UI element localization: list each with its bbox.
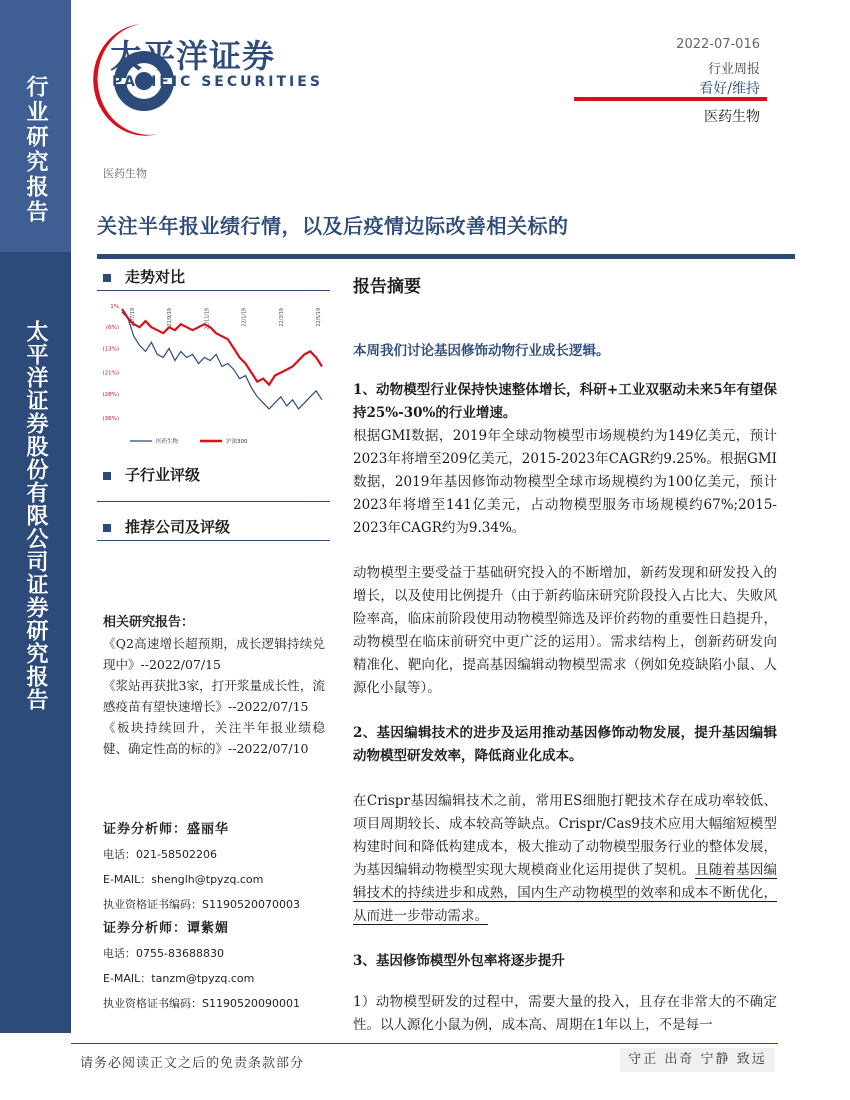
sidebar-top-text: 行业研究报告 <box>23 75 48 225</box>
related-report-link[interactable]: 《板块持续回升，关注半年报业绩稳健、确定性高的标的》--2022/07/10 <box>103 720 325 756</box>
related-report-link[interactable]: 《Q2高速增长超预期，成长逻辑持续兑现中》--2022/07/15 <box>103 636 325 672</box>
square-bullet-icon <box>103 524 111 532</box>
y-tick-label: 1% <box>110 304 119 310</box>
header-red-rule <box>574 97 767 101</box>
y-tick-label: (36%) <box>102 416 119 422</box>
summary-body <box>353 340 777 1037</box>
report-type: 行业周报 <box>707 62 760 77</box>
summary-title: 报告摘要 <box>353 277 421 297</box>
related-reports-heading: 相关研究报告： <box>103 615 195 630</box>
x-tick-label: 21/11/19 <box>205 308 211 330</box>
sub-rating-rule <box>97 501 330 502</box>
summary-lead: 本周我们讨论基因修饰动物行业成长逻辑。 <box>353 343 610 359</box>
analyst-card <box>103 818 328 921</box>
recommend-rule <box>97 540 330 541</box>
analyst-phone: 电话：0755-83688830 <box>103 947 224 960</box>
y-tick-label: (6%) <box>105 325 119 332</box>
paragraph-2: 动物模型主要受益于基础研究投入的不断增加，新药发现和研发投入的增长，以及使用比例提升（由于新药临床研究阶段投入占比大、失败风险率高，临床前阶段使用动物模型筛选及评价药物的重要性日趋提升，动物模型在临床前研究中更广泛的运用）。需求结构上，创新药研发向精准化、靶向化，提高基因编辑动物模型需求（例如免疫缺陷小鼠、人源化小鼠等）。 <box>353 565 777 696</box>
analyst-name: 证券分析师：盛丽华 <box>103 822 230 837</box>
analyst-name: 证券分析师：谭紫媚 <box>103 921 230 936</box>
logo-english-name: PACIFIC SECURITIES <box>112 74 323 90</box>
x-tick-label: 22/3/19 <box>279 308 285 327</box>
related-report-link[interactable]: 《浆站再获批3家，打开浆量成长性，流感疫苗有望快速增长》--2022/07/15 <box>103 678 325 714</box>
y-tick-label: (28%) <box>102 391 119 398</box>
analyst-phone: 电话：021-58502206 <box>103 848 217 861</box>
footer-rule <box>71 1043 778 1044</box>
x-tick-label: 21/7/19 <box>131 308 136 327</box>
trend-chart <box>100 300 330 450</box>
analyst-cert: 执业资格证书编码：S1190520070003 <box>103 898 300 911</box>
paragraph-1: 根据GMI数据，2019年全球动物模型市场规模约为149亿美元，预计2023年将增至209亿美元，2015-2023年CAGR约9.25%。根据GMI数据，2019年基因修饰动物模型全球市场规模约为100亿美元，预计2023年将增至141亿美元，占动物模型服务市场规模约67%;2015-2023年CAGR约为9.34%。 <box>353 428 777 536</box>
sector-label: 医药生物 <box>103 167 147 180</box>
y-tick-label: (21%) <box>102 370 119 377</box>
series-line <box>122 309 322 385</box>
sidebar-bottom-text: 太平洋证券股份有限公司证券研究报告 <box>23 320 48 711</box>
square-bullet-icon <box>103 472 111 480</box>
logo-chinese-name: 太平洋证券 <box>110 37 276 75</box>
paragraph-3 <box>353 790 777 928</box>
section-heading-3: 3、基因修饰模型外包率将逐步提升 <box>353 953 565 969</box>
related-reports <box>103 612 325 759</box>
x-tick-label: 22/1/19 <box>242 308 248 327</box>
paragraph-3-text: 在Crispr基因编辑技术之前，常用ES细胞打靶技术存在成功率较低、项目周期较长、成本较高等缺点。Crispr/Cas9技术应用大幅缩短模型构建时间和降低构建成本，极大推动了动物模型服务行业的整体发展，为基因编辑动物模型实现大规模商业化运用提供了契机。 <box>353 793 777 878</box>
analyst-email[interactable]: E-MAIL：tanzm@tpyzq.com <box>103 972 255 985</box>
trend-rule <box>97 290 330 291</box>
x-tick-label: 21/9/19 <box>168 308 174 327</box>
footer-disclaimer: 请务必阅读正文之后的免责条款部分 <box>80 1056 305 1071</box>
title-rule <box>97 254 795 259</box>
analyst-email[interactable]: E-MAIL：shenglh@tpyzq.com <box>103 873 264 886</box>
footer-motto: 守正 出奇 宁静 致远 <box>620 1048 775 1072</box>
analyst-card <box>103 917 328 1020</box>
x-tick-label: 22/5/19 <box>317 308 322 327</box>
section-heading-1: 1、动物模型行业保持快速整体增长，科研+工业双驱动未来5年有望保持25%-30%的行业增速。 <box>353 382 777 421</box>
sub-rating-heading: 子行业评级 <box>103 464 200 485</box>
paragraph-3-underlined: 且随着基因编辑技术的持续进步和成熟，国内生产动物模型的效率和成本不断优化，从而进一步带动需求。 <box>353 862 778 924</box>
legend-label: 医药生物 <box>156 439 179 445</box>
page-title: 关注半年报业绩行情，以及后疫情边际改善相关标的 <box>97 214 569 238</box>
square-bullet-icon <box>103 274 111 282</box>
recommend-heading: 推荐公司及评级 <box>103 516 230 537</box>
industry-rating: 看好/维持 <box>699 81 760 97</box>
report-date: 2022-07-016 <box>676 37 760 52</box>
paragraph-4: 1）动物模型研发的过程中，需要大量的投入，且存在非常大的不确定性。以人源化小鼠为例，成本高、周期在1年以上，不是每一 <box>353 994 777 1033</box>
section-heading-2: 2、基因编辑技术的进步及运用推动基因修饰动物发展，提升基因编辑动物模型研发效率，降低商业化成本。 <box>353 725 777 764</box>
header-sector: 医药生物 <box>704 109 760 125</box>
legend-label: 沪深300 <box>226 439 248 445</box>
analyst-cert: 执业资格证书编码：S1190520090001 <box>103 997 300 1010</box>
trend-heading: 走势对比 <box>103 266 185 287</box>
y-tick-label: (13%) <box>102 346 119 353</box>
